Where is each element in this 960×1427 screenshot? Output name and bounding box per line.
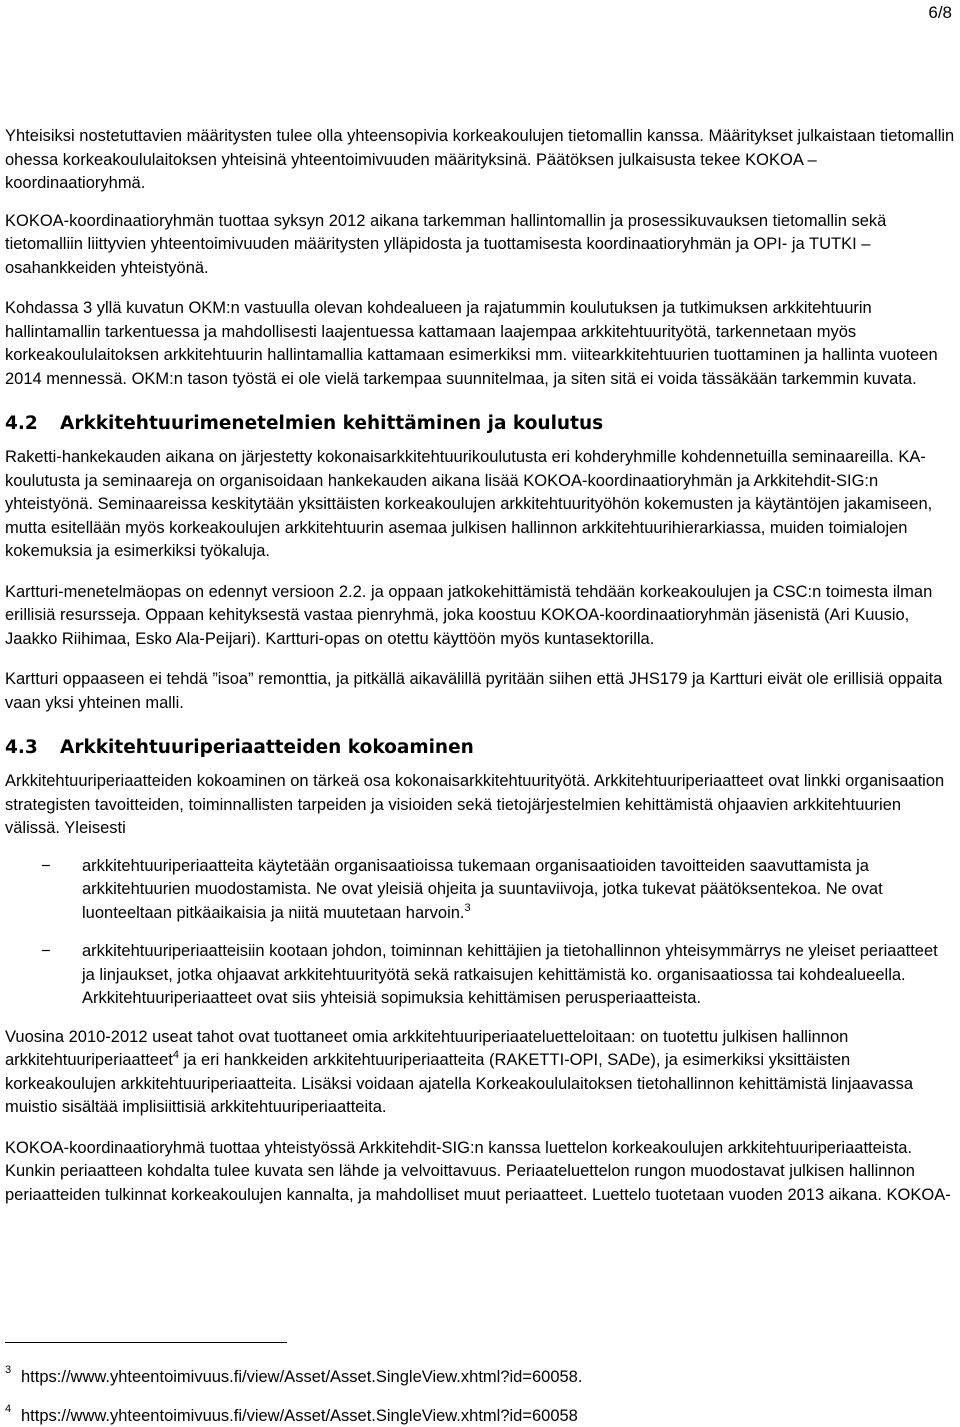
footnote-link[interactable]: https://www.yhteentoimivuus.fi/view/Asset/Asset.SingleView.xhtml?id=60058. bbox=[21, 1368, 583, 1386]
section-heading-4-3 bbox=[5, 736, 955, 760]
paragraph-4-2-2: Kartturi-menetelmäopas on edennyt versioon 2.2. ja oppaan jatkokehittämistä tehdään korkeakoulujen ja CSC:n toimesta ilman erillisiä resursseja. Oppaan kehityksestä vastaa pienryhmä, joka koostuu KOKOA-koordinaatioryhmän jäsenistä (Ari Kuusio, Jaakko Riihimaa, Esko Ala-Peijari). Kartturi-opas on otettu käyttöön myös kuntasektorilla. bbox=[5, 582, 933, 648]
footnote bbox=[5, 1359, 582, 1388]
paragraph-text: ja eri hankkeiden arkkitehtuuriperiaatteita (RAKETTI-OPI, SADe), ja esimerkiksi yksittäisten korkeakoulujen arkkitehtuuriperiaatteita. Lisäksi voidaan ajatella Korkeakoululaitoksen tietohallinnon kehittämistä linjaavassa muistio sisältää implisiittisiä arkkitehtuuriperiaatteita. bbox=[5, 1051, 914, 1116]
paragraph-4-2-1: Raketti-hankekauden aikana on järjestetty kokonaisarkkitehtuurikoulutusta eri kohderyhmille kohdennetuilla seminaareilla. KA-koulutusta ja seminaareja on organisoidaan hankekauden aikana lisää KOKOA-koordinaatioryhmän ja Arkkitehdit-SIG:n yhteistyönä. Seminaareissa keskitytään yksittäisten korkeakoulujen arkkitehtuurityöhön kokemusten ja käytäntöjen jakamiseen, mutta esitellään myös korkeakoulujen arkkitehtuurin asemaa julkisen hallinnon arkkitehtuurihierarkiassa, muiden toimialojen kokemuksia ja esimerkiksi työkaluja. bbox=[5, 448, 933, 560]
section-number: 4.3 bbox=[5, 737, 38, 758]
footnote-ref[interactable]: 4 bbox=[172, 1049, 179, 1061]
footnote-divider bbox=[5, 1342, 287, 1343]
section-title: Arkkitehtuurimenetelmien kehittäminen ja koulutus bbox=[60, 413, 604, 434]
paragraph-intro-1: Yhteisiksi nostetuttavien määritysten tulee olla yhteensopivia korkeakoulujen tietomallin kanssa. Määritykset julkaistaan tietomallin ohessa korkeakoululaitoksen yhteisinä yhteentoimivuuden määrityksinä. Päätöksen julkaisusta tekee KOKOA –koordinaatioryhmä. bbox=[5, 127, 955, 192]
list-item bbox=[5, 855, 955, 926]
footnote-link[interactable]: https://www.yhteentoimivuus.fi/view/Asset/Asset.SingleView.xhtml?id=60058 bbox=[21, 1407, 578, 1425]
paragraph-4-3-intro: Arkkitehtuuriperiaatteiden kokoaminen on tärkeä osa kokonaisarkkitehtuurityötä. Arkkitehtuuriperiaatteet ovat linkki organisaation strategisten tavoitteiden, toiminnallisten tarpeiden ja visioiden sekä tietojärjestelmien kehittämistä ohjaavien arkkitehtuurien välissä. Yleisesti bbox=[5, 772, 945, 837]
dash-bullet-icon: − bbox=[41, 856, 51, 875]
list-item-text: arkkitehtuuriperiaatteita käytetään organisaatioissa tukemaan organisaatioiden tavoitteiden saavuttamista ja arkkitehtuurien muodostamista. Ne ovat yleisiä ohjeita ja suuntaviivoja, jotka tukevat päätöksentekoa. Ne ovat luonteeltaan pitkäaikaisia ja niitä muutetaan harvoin. bbox=[82, 856, 883, 922]
paragraph-text: Vuosina 2010-2012 useat tahot ovat tuottaneet omia arkkitehtuuriperiaateluetteloitaan: on tuotettu julkisen hallinnon arkkitehtuuriperiaatteet bbox=[5, 1027, 849, 1069]
footnote-number: 3 bbox=[5, 1364, 12, 1376]
list-item-text: arkkitehtuuriperiaatteisiin kootaan johdon, toiminnan kehittäjien ja tietohallinnon yhteisymmärrys ne yleiset periaatteet ja linjaukset, jotka ohjaavat arkkitehtuurityötä sekä ratkaisujen kehittämistä ko. organisaatiossa tai kohdealueella. Arkkitehtuuriperiaatteet ovat siis yhteisiä sopimuksia kehittämisen perusperiaatteista. bbox=[82, 942, 938, 1007]
paragraph-intro-2: KOKOA-koordinaatioryhmän tuottaa syksyn 2012 aikana tarkemman hallintomallin ja prosessikuvauksen tietomallin sekä tietomalliin liittyvien yhteentoimivuuden määritysten ylläpidosta ja tuottamisesta koordinaatioryhmän ja OPI- ja TUTKI –osahankkeiden yhteistyönä. bbox=[5, 211, 887, 277]
footnote-ref[interactable]: 3 bbox=[464, 901, 471, 914]
list-item bbox=[5, 940, 955, 1011]
section-number: 4.2 bbox=[5, 413, 38, 434]
dash-bullet-icon: − bbox=[41, 942, 51, 960]
paragraph-kokoa: KOKOA-koordinaatioryhmä tuottaa yhteistyössä Arkkitehdit-SIG:n kanssa luettelon korkeakoulujen arkkitehtuuriperiaatteista. Kunkin periaatteen kohdalta tulee kuvata sen lähde ja velvoittavuus. Periaateluettelon rungon muodostavat julkisen hallinnon periaatteiden tulkinnat korkeakoulujen kannalta, ja mahdolliset muut periaatteet. Luettelo tuotetaan vuoden 2013 aikana. KOKOA- bbox=[5, 1138, 951, 1204]
paragraph-vuosina bbox=[5, 1026, 955, 1120]
section-heading-4-2 bbox=[5, 412, 955, 436]
paragraph-intro-3: Kohdassa 3 yllä kuvatun OKM:n vastuulla olevan kohdealueen ja rajatummin koulutuksen ja tutkimuksen arkkitehtuurin hallintamallin tarkentuessa ja mahdollisesti laajentuessa kattamaan laajempaa arkkitehtuurityötä, tarkennetaan myös korkeakoululaitoksen arkkitehtuurin hallintamallia kattamaan esimerkiksi mm. viitearkkitehtuurien tuottaminen ja hallinta vuoteen 2014 mennessä. OKM:n tason työstä ei ole vielä tarkempaa suunnitelmaa, ja siten sitä ei voida tässäkään tarkemmin kuvata. bbox=[5, 299, 938, 388]
section-title: Arkkitehtuuriperiaatteiden kokoaminen bbox=[60, 737, 474, 758]
principles-list bbox=[5, 855, 955, 1011]
paragraph-4-2-3: Kartturi oppaaseen ei tehdä ”isoa” remonttia, ja pitkällä aikavälillä pyritään siihen että JHS179 ja Kartturi eivät ole erillisiä oppaita vaan yksi yhteinen malli. bbox=[5, 670, 943, 712]
footnote-number: 4 bbox=[5, 1403, 12, 1415]
footnote bbox=[5, 1398, 578, 1427]
document-body bbox=[5, 125, 955, 1224]
page-number: 6/8 bbox=[928, 3, 952, 22]
